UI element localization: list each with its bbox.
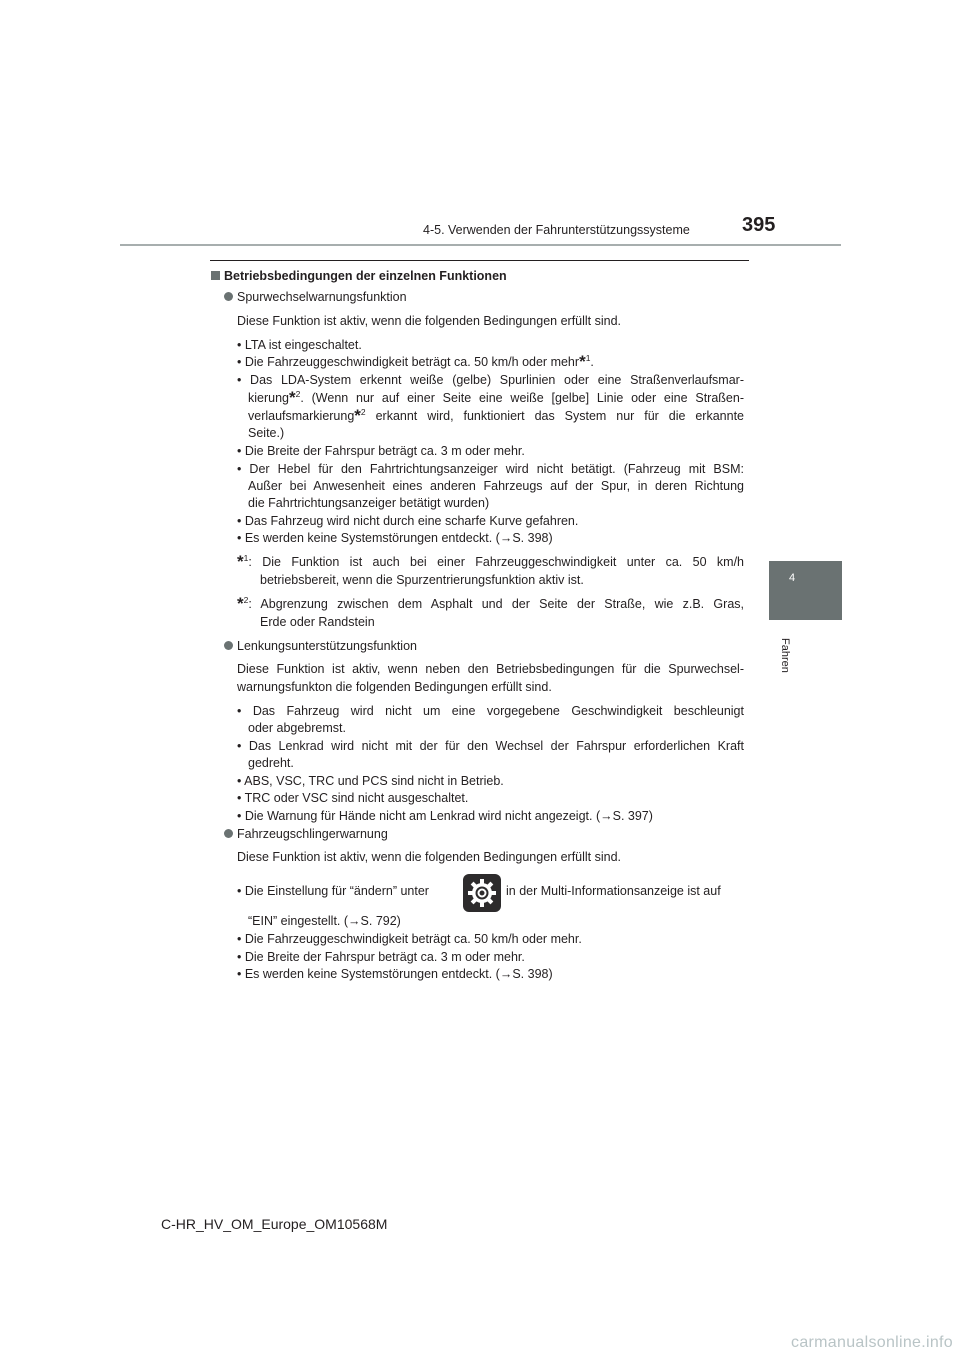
list-item-continuation: kierung*$^2$. (Wenn nur auf einer Seite eine weiße [gelbe] Linie oder eine Straßen- bbox=[248, 388, 744, 407]
paragraph: Diese Funktion ist aktiv, wenn die folgenden Bedingungen erfüllt sind. bbox=[237, 850, 622, 864]
header-divider bbox=[120, 244, 841, 246]
list-item-continuation: “EIN” eingestellt. (→S. 792) bbox=[248, 914, 401, 928]
chapter-tab-number: 4 bbox=[788, 572, 796, 584]
document-code: C-HR_HV_OM_Europe_OM10568M bbox=[161, 1216, 388, 1232]
list-item: • ABS, VSC, TRC und PCS sind nicht in Betrieb. bbox=[237, 774, 504, 788]
list-item: • TRC oder VSC sind nicht ausgeschaltet. bbox=[237, 791, 469, 805]
subsection-title-sway-warning: Fahrzeugschlingerwarnung bbox=[224, 826, 388, 844]
list-item-continuation: die Fahrtrichtungsanzeiger betätigt wurden) bbox=[248, 496, 490, 510]
list-item: • Die Breite der Fahrspur beträgt ca. 3 m oder mehr. bbox=[237, 444, 525, 458]
list-item: • Es werden keine Systemstörungen entdeckt. (→S. 398) bbox=[237, 967, 553, 981]
watermark: carmanualsonline.info bbox=[791, 1334, 953, 1351]
paragraph: Diese Funktion ist aktiv, wenn die folgenden Bedingungen erfüllt sind. bbox=[237, 314, 622, 328]
subsection-title-steering-assist: Lenkungsunterstützungsfunktion bbox=[224, 638, 417, 656]
list-item: • Das LDA-System erkennt weiße (gelbe) Spurlinien oder eine Straßenverlaufsmar- bbox=[237, 373, 744, 387]
list-item: • Die Einstellung für “ändern” unter bbox=[237, 884, 429, 898]
chapter-label: Fahren bbox=[779, 638, 791, 673]
circle-bullet-icon bbox=[224, 641, 233, 650]
list-item-continuation: gedreht. bbox=[248, 756, 294, 770]
list-item: • Der Hebel für den Fahrtrichtungsanzeiger wird nicht betätigt. (Fahrzeug mit BSM: bbox=[237, 462, 744, 476]
square-bullet-icon bbox=[211, 271, 220, 280]
gear-icon bbox=[463, 874, 501, 912]
subsection-title-lane-departure: Spurwechselwarnungsfunktion bbox=[224, 289, 407, 307]
circle-bullet-icon bbox=[224, 829, 233, 838]
circle-bullet-icon bbox=[224, 292, 233, 301]
footnote-1: *$^1$: Die Funktion ist auch bei einer Fahrzeuggeschwindigkeit unter ca. 50 km/h bbox=[237, 552, 744, 571]
paragraph: Diese Funktion ist aktiv, wenn neben den Betriebsbedingungen für die Spurwechsel- bbox=[237, 662, 744, 676]
list-item: • Das Fahrzeug wird nicht durch eine scharfe Kurve gefahren. bbox=[237, 514, 579, 528]
list-item-inline: in der Multi-Informationsanzeige ist auf bbox=[506, 884, 721, 898]
list-item-continuation: oder abgebremst. bbox=[248, 721, 346, 735]
chapter-tab[interactable] bbox=[769, 561, 842, 620]
list-item-continuation: verlaufsmarkierung*$^2$ erkannt wird, funktioniert das System nur für die erkannte bbox=[248, 406, 744, 425]
list-item: • LTA ist eingeschaltet. bbox=[237, 338, 362, 352]
footnote-2: *$^2$: Abgrenzung zwischen dem Asphalt und der Seite der Straße, wie z.B. Gras, bbox=[237, 594, 744, 613]
list-item: • Das Fahrzeug wird nicht um eine vorgegebene Geschwindigkeit beschleunigt bbox=[237, 704, 744, 718]
paragraph-continuation: warnungsfunkton die folgenden Bedingungen erfüllt sind. bbox=[237, 680, 552, 694]
list-item-continuation: Seite.) bbox=[248, 426, 285, 440]
list-item: • Die Fahrzeuggeschwindigkeit beträgt ca. 50 km/h oder mehr*$^1$. bbox=[237, 352, 594, 371]
list-item: • Das Lenkrad wird nicht mit der für den Wechsel der Fahrspur erforderlichen Kraft bbox=[237, 739, 744, 753]
footnote-1-continuation: betriebsbereit, wenn die Spurzentrierungsfunktion aktiv ist. bbox=[260, 573, 584, 587]
list-item: • Die Fahrzeuggeschwindigkeit beträgt ca. 50 km/h oder mehr. bbox=[237, 932, 582, 946]
list-item: • Die Warnung für Hände nicht am Lenkrad wird nicht angezeigt. (→S. 397) bbox=[237, 809, 653, 823]
list-item: • Die Breite der Fahrspur beträgt ca. 3 m oder mehr. bbox=[237, 950, 525, 964]
list-item-continuation: Außer bei Anwesenheit eines anderen Fahrzeugs auf der Spur, in deren Richtung bbox=[248, 479, 744, 493]
content-divider bbox=[210, 260, 749, 261]
list-item: • Es werden keine Systemstörungen entdeckt. (→S. 398) bbox=[237, 531, 553, 545]
page-number: 395 bbox=[742, 214, 776, 236]
section-heading: Betriebsbedingungen der einzelnen Funktionen bbox=[211, 268, 507, 286]
section-title: 4-5. Verwenden der Fahrunterstützungssysteme bbox=[423, 223, 690, 237]
footnote-2-continuation: Erde oder Randstein bbox=[260, 615, 375, 629]
